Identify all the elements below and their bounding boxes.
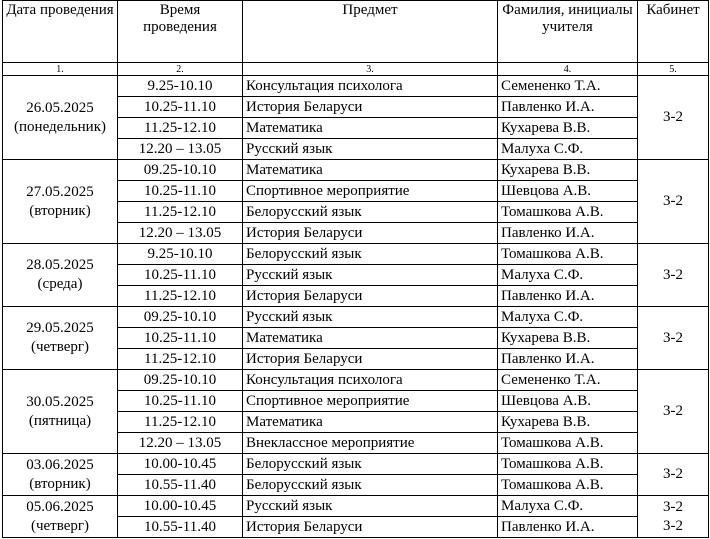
teacher-cell: Павленко И.А.	[498, 286, 638, 307]
date-value: 03.06.2025	[26, 456, 94, 473]
time-cell: 11.25-12.10	[118, 118, 243, 139]
subject-cell: История Беларуси	[243, 97, 498, 118]
time-cell: 10.55-11.40	[118, 475, 243, 496]
date-cell	[3, 244, 118, 307]
room-cell: 3-2	[638, 370, 709, 454]
subject-cell: История Беларуси	[243, 286, 498, 307]
subject-cell: Русский язык	[243, 496, 498, 517]
room-cell: 3-2	[638, 244, 709, 307]
room-cell: 3-2	[638, 76, 709, 160]
teacher-cell: Шевцова А.В.	[498, 181, 638, 202]
subject-cell: Белорусский язык	[243, 475, 498, 496]
table-row	[3, 307, 709, 328]
teacher-cell: Кухарева В.В.	[498, 160, 638, 181]
column-number: 5.	[638, 63, 709, 76]
date-value: 05.06.2025	[26, 498, 94, 515]
table-row	[3, 454, 709, 475]
time-cell: 10.55-11.40	[118, 517, 243, 538]
teacher-cell: Павленко И.А.	[498, 97, 638, 118]
time-cell: 10.25-11.10	[118, 97, 243, 118]
subject-cell: Математика	[243, 328, 498, 349]
subject-cell: Спортивное мероприятие	[243, 391, 498, 412]
table-row	[3, 160, 709, 181]
column-number: 2.	[118, 63, 243, 76]
subject-cell: Консультация психолога	[243, 370, 498, 391]
subject-cell: История Беларуси	[243, 349, 498, 370]
time-cell: 10.00-10.45	[118, 454, 243, 475]
date-cell	[3, 496, 118, 538]
time-cell: 12.20 – 13.05	[118, 223, 243, 244]
header-time: Время проведения	[118, 1, 243, 63]
time-cell: 12.20 – 13.05	[118, 433, 243, 454]
subject-cell: Математика	[243, 118, 498, 139]
table-row	[3, 496, 709, 517]
time-cell: 09.25-10.10	[118, 160, 243, 181]
teacher-cell: Малуха С.Ф.	[498, 307, 638, 328]
subject-cell: Русский язык	[243, 265, 498, 286]
column-number: 4.	[498, 63, 638, 76]
date-value: 27.05.2025	[26, 183, 94, 200]
teacher-cell: Томашкова А.В.	[498, 202, 638, 223]
subject-cell: Белорусский язык	[243, 202, 498, 223]
time-cell: 10.25-11.10	[118, 391, 243, 412]
room-value: 3-2	[663, 498, 683, 515]
teacher-cell: Кухарева В.В.	[498, 328, 638, 349]
subject-cell: История Беларуси	[243, 517, 498, 538]
teacher-cell: Малуха С.Ф.	[498, 496, 638, 517]
weekday-value: (вторник)	[29, 475, 91, 492]
column-number: 3.	[243, 63, 498, 76]
time-cell: 11.25-12.10	[118, 349, 243, 370]
teacher-cell: Кухарева В.В.	[498, 412, 638, 433]
teacher-cell: Томашкова А.В.	[498, 244, 638, 265]
time-cell: 09.25-10.10	[118, 307, 243, 328]
subject-cell: Белорусский язык	[243, 244, 498, 265]
date-cell	[3, 454, 118, 496]
time-cell: 10.00-10.45	[118, 496, 243, 517]
weekday-value: (понедельник)	[14, 118, 106, 135]
time-cell: 10.25-11.10	[118, 181, 243, 202]
time-cell: 10.25-11.10	[118, 265, 243, 286]
room-cell: 3-2	[638, 307, 709, 370]
subject-cell: Русский язык	[243, 307, 498, 328]
subject-cell: История Беларуси	[243, 223, 498, 244]
subject-cell: Математика	[243, 412, 498, 433]
weekday-value: (четверг)	[30, 517, 90, 534]
time-cell: 9.25-10.10	[118, 244, 243, 265]
teacher-cell: Томашкова А.В.	[498, 433, 638, 454]
time-cell: 11.25-12.10	[118, 286, 243, 307]
teacher-cell: Семененко Т.А.	[498, 76, 638, 97]
date-cell	[3, 160, 118, 244]
date-value: 28.05.2025	[26, 257, 94, 273]
subject-cell: Русский язык	[243, 139, 498, 160]
time-cell: 09.25-10.10	[118, 370, 243, 391]
date-value: 26.05.2025	[26, 99, 94, 116]
schedule-body	[3, 76, 709, 538]
teacher-cell: Павленко И.А.	[498, 517, 638, 538]
teacher-cell: Кухарева В.В.	[498, 118, 638, 139]
teacher-cell: Малуха С.Ф.	[498, 265, 638, 286]
teacher-cell: Павленко И.А.	[498, 223, 638, 244]
teacher-cell: Малуха С.Ф.	[498, 139, 638, 160]
column-number-row	[3, 63, 709, 76]
schedule-table	[2, 0, 709, 538]
date-value: 30.05.2025	[26, 393, 94, 410]
header-date: Дата проведения	[3, 1, 118, 63]
room-cell: 3-2	[638, 454, 709, 496]
weekday-value: (среда)	[37, 276, 83, 292]
teacher-cell: Шевцова А.В.	[498, 391, 638, 412]
room-cell	[638, 496, 709, 538]
subject-cell: Спортивное мероприятие	[243, 181, 498, 202]
table-row	[3, 244, 709, 265]
teacher-cell: Томашкова А.В.	[498, 454, 638, 475]
header-teacher: Фамилия, инициалы учителя	[498, 1, 638, 63]
subject-cell: Математика	[243, 160, 498, 181]
date-cell	[3, 76, 118, 160]
header-subject: Предмет	[243, 1, 498, 63]
weekday-value: (четверг)	[30, 339, 90, 355]
subject-cell: Белорусский язык	[243, 454, 498, 475]
teacher-cell: Павленко И.А.	[498, 349, 638, 370]
teacher-cell: Томашкова А.В.	[498, 475, 638, 496]
time-cell: 12.20 – 13.05	[118, 139, 243, 160]
weekday-value: (пятница)	[28, 412, 92, 429]
header-row	[3, 1, 709, 63]
date-cell	[3, 370, 118, 454]
date-cell	[3, 307, 118, 370]
subject-cell: Консультация психолога	[243, 76, 498, 97]
table-row	[3, 370, 709, 391]
teacher-cell: Семененко Т.А.	[498, 370, 638, 391]
header-room: Кабинет	[638, 1, 709, 63]
room-cell: 3-2	[638, 160, 709, 244]
table-row	[3, 76, 709, 97]
weekday-value: (вторник)	[29, 202, 91, 219]
subject-cell: Внеклассное мероприятие	[243, 433, 498, 454]
time-cell: 10.25-11.10	[118, 328, 243, 349]
time-cell: 9.25-10.10	[118, 76, 243, 97]
time-cell: 11.25-12.10	[118, 412, 243, 433]
column-number: 1.	[3, 63, 118, 76]
room-value: 3-2	[663, 517, 683, 534]
time-cell: 11.25-12.10	[118, 202, 243, 223]
date-value: 29.05.2025	[26, 320, 94, 336]
